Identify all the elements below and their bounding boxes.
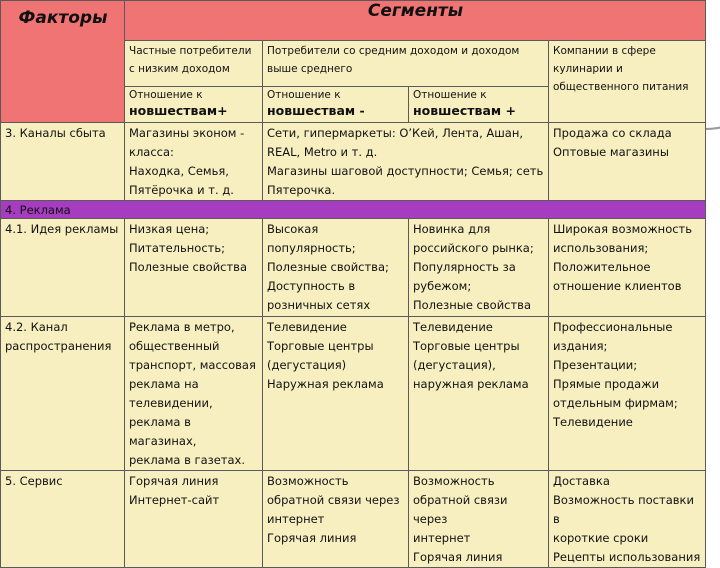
attitude-col1 — [125, 87, 263, 123]
service-col3: Возможность обратной связи через интернет Горячая линия — [409, 471, 549, 568]
distribution-row — [1, 317, 706, 471]
advertising-section-row — [1, 201, 706, 219]
segment-middle-income: Потребители со средним доходом и доходом выше среднего — [263, 41, 549, 87]
service-row — [1, 471, 706, 568]
attitude-col1-value: новшествам+ — [129, 103, 228, 118]
header-row — [1, 1, 706, 41]
service-col1: Горячая линия Интернет-сайт — [125, 471, 263, 568]
sales-channels-row — [1, 123, 706, 201]
segment-catering: Компании в сфере кулинарии и общественного питания — [549, 41, 706, 123]
advertising-idea-col2: Высокая популярность; Полезные свойства; Доступность в розничных сетях — [263, 219, 409, 317]
attitude-col3-value: новшествам + — [413, 103, 516, 118]
advertising-idea-col1: Низкая цена; Питательность; Полезные свойства — [125, 219, 263, 317]
advertising-idea-col3: Новинка для российского рынка; Популярность за рубежом; Полезные свойства — [409, 219, 549, 317]
sales-channels-label: 3. Каналы сбыта — [1, 123, 125, 201]
attitude-col2 — [263, 87, 409, 123]
attitude-col1-label: Отношение к — [129, 89, 203, 101]
service-label: 5. Сервис — [1, 471, 125, 568]
sales-channels-col4: Продажа со склада Оптовые магазины — [549, 123, 706, 201]
sales-channels-col1: Магазины эконом - класса: Находка, Семья, Пятёрочка и т. д. — [125, 123, 263, 201]
attitude-col3-label: Отношение к — [413, 89, 487, 101]
advertising-idea-col4: Широкая возможность использования; Положительное отношение клиентов — [549, 219, 706, 317]
attitude-col3 — [409, 87, 549, 123]
advertising-idea-row — [1, 219, 706, 317]
service-col2: Возможность обратной связи через интернет Горячая линия — [263, 471, 409, 568]
advertising-section-label: 4. Реклама — [1, 201, 706, 219]
distribution-col2: Телевидение Торговые центры (дегустация) Наружная реклама — [263, 317, 409, 471]
advertising-idea-label: 4.1. Идея рекламы — [1, 219, 125, 317]
segments-header: Сегменты — [125, 1, 706, 41]
distribution-label: 4.2. Канал распространения — [1, 317, 125, 471]
attitude-col2-label: Отношение к — [267, 89, 341, 101]
attitude-col2-value: новшествам - — [267, 103, 365, 118]
sales-channels-col23: Сети, гипермаркеты: О’Кей, Лента, Ашан, REAL, Metro и т. д. Магазины шаговой доступности; Семья; сеть Пятерочка. — [263, 123, 549, 201]
distribution-col4: Профессиональные издания; Презентации; Прямые продажи отдельным фирмам; Телевидение — [549, 317, 706, 471]
distribution-col1: Реклама в метро, общественный транспорт, массовая реклама на телевидении, реклама в магазинах, реклама в газетах. — [125, 317, 263, 471]
segment-low-income: Частные потребители с низким доходом — [125, 41, 263, 87]
distribution-col3: Телевидение Торговые центры (дегустация), наружная реклама — [409, 317, 549, 471]
factors-header: Факторы — [1, 1, 125, 123]
service-col4: Доставка Возможность поставки в короткие сроки Рецепты использования — [549, 471, 706, 568]
